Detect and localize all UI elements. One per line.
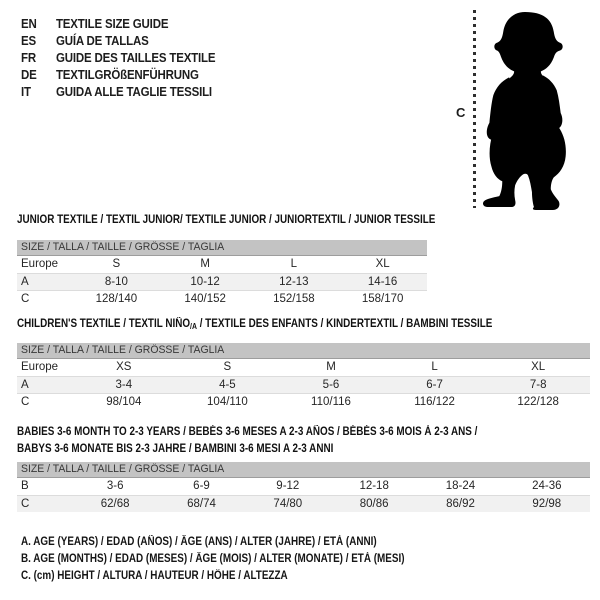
size-cell: 80/86 xyxy=(359,498,389,510)
size-cell: XL xyxy=(375,258,390,270)
size-cell: 140/152 xyxy=(184,293,226,305)
size-cell: 152/158 xyxy=(273,293,315,305)
row-label: A xyxy=(21,379,29,391)
size-cell: 116/122 xyxy=(414,396,455,408)
junior-table-title: JUNIOR TEXTILE / TEXTIL JUNIOR/ TEXTILE JUNIOR / JUNIORTEXTIL / JUNIOR TESSILE xyxy=(17,214,436,226)
language-row xyxy=(21,84,215,101)
size-cell: 122/128 xyxy=(517,396,559,408)
language-label: TEXTILE SIZE GUIDE xyxy=(55,16,169,31)
size-header-bar: SIZE / TALLA / TAILLE / GRÖSSE / TAGLIA xyxy=(17,462,590,478)
footnote-line: C. (cm) HEIGHT / ALTURA / HAUTEUR / HÖHE / ALTEZZA xyxy=(21,570,288,582)
size-cell: 104/110 xyxy=(207,396,248,408)
table-row xyxy=(17,290,427,307)
children-table xyxy=(17,343,590,410)
children-table-title: CHILDREN'S TEXTILE / TEXTIL $NIÑO_{/A}$ / TEXTILE DES ENFANTS / KINDERTEXTIL / BAMBINI TESSILE xyxy=(17,318,493,331)
size-cell: 68/74 xyxy=(187,498,216,510)
size-cell: 4-5 xyxy=(219,379,236,391)
size-cell: 3-6 xyxy=(106,480,124,492)
size-cell: M xyxy=(326,361,336,373)
row-label: C xyxy=(21,293,30,305)
row-label: C xyxy=(21,396,30,408)
footnote-line: A. AGE (YEARS) / EDAD (AÑOS) / ÂGE (ANS) / ALTER (JAHRE) / ETÀ (ANNI) xyxy=(21,536,377,548)
size-cell: 110/116 xyxy=(311,396,351,408)
height-dotted-line xyxy=(473,10,476,208)
language-row xyxy=(21,32,215,49)
size-cell: 92/98 xyxy=(532,498,562,510)
language-code: FR xyxy=(21,50,36,65)
language-code: EN xyxy=(21,16,37,31)
size-cell: 7-8 xyxy=(529,379,547,391)
language-label: GUIDA ALLE TAGLIE TESSILI xyxy=(55,85,212,100)
size-cell: M xyxy=(200,258,210,270)
language-row xyxy=(21,49,215,66)
table-row xyxy=(17,393,590,410)
size-cell: 128/140 xyxy=(95,293,138,305)
size-cell: L xyxy=(431,361,438,373)
babies-table xyxy=(17,462,590,512)
size-cell: S xyxy=(223,361,232,373)
size-cell: 12-13 xyxy=(279,276,309,288)
size-cell: 10-12 xyxy=(190,276,220,288)
table-row xyxy=(17,359,590,376)
language-row xyxy=(21,15,215,32)
size-cell: 62/68 xyxy=(100,498,130,510)
size-cell: 6-9 xyxy=(193,480,210,492)
babies-table-title: BABIES 3-6 MONTH TO 2-3 YEARS / BEBÉS 3-6 MESES A 2-3 AÑOS / BÉBÉS 3-6 MOIS À 2-3 ANS / BABYS 3-6 MONATE BIS 2-3 JAHRE / BAMBINI 3-6 MESI A 2-3 ANNI xyxy=(17,426,478,455)
baby-silhouette-icon xyxy=(481,10,576,210)
size-cell: 14-16 xyxy=(367,276,398,288)
size-cell: 6-7 xyxy=(426,379,443,391)
size-cell: 158/170 xyxy=(361,293,404,305)
table-row xyxy=(17,256,427,273)
size-header-bar: SIZE / TALLA / TAILLE / GRÖSSE / TAGLIA xyxy=(17,240,427,256)
language-row xyxy=(21,67,215,84)
junior-table xyxy=(17,240,427,307)
language-label: GUIDE DES TAILLES TEXTILE xyxy=(55,50,216,65)
table-row xyxy=(17,495,590,512)
language-code: DE xyxy=(21,68,37,83)
baby-figure xyxy=(452,8,582,213)
table-row xyxy=(17,478,590,495)
row-label: Europe xyxy=(21,361,59,373)
title-subscript: /A xyxy=(190,322,197,331)
legend xyxy=(21,536,467,587)
size-cell: 8-10 xyxy=(104,276,128,288)
size-cell: L xyxy=(290,258,298,270)
height-label-c: C xyxy=(456,105,466,120)
size-cell: 3-4 xyxy=(115,379,133,391)
size-cell: 5-6 xyxy=(322,379,340,391)
size-header-bar: SIZE / TALLA / TAILLE / GRÖSSE / TAGLIA xyxy=(17,343,590,359)
table-row xyxy=(17,273,427,290)
size-cell: XL xyxy=(531,361,546,373)
size-cell: 9-12 xyxy=(276,480,300,492)
size-cell: 18-24 xyxy=(445,480,476,492)
size-cell: 24-36 xyxy=(532,480,562,492)
language-label: TEXTILGRÖßENFÜHRUNG xyxy=(55,68,199,83)
table-row xyxy=(17,376,590,393)
row-label: Europe xyxy=(21,258,59,270)
language-code: ES xyxy=(21,33,36,48)
language-header xyxy=(21,15,232,101)
size-cell: 98/104 xyxy=(106,396,142,408)
size-cell: 74/80 xyxy=(273,498,303,510)
language-label: GUÍA DE TALLAS xyxy=(55,33,149,48)
size-cell: XS xyxy=(116,361,132,373)
language-code: IT xyxy=(21,85,31,100)
size-cell: 12-18 xyxy=(359,480,389,492)
row-label: B xyxy=(21,480,29,492)
row-label: A xyxy=(21,276,29,288)
footnote-line: B. AGE (MONTHS) / EDAD (MESES) / ÂGE (MOIS) / ALTER (MONATE) / ETÀ (MESI) xyxy=(21,553,405,565)
size-cell: 86/92 xyxy=(446,498,475,510)
row-label: C xyxy=(21,498,30,510)
size-cell: S xyxy=(112,258,121,270)
